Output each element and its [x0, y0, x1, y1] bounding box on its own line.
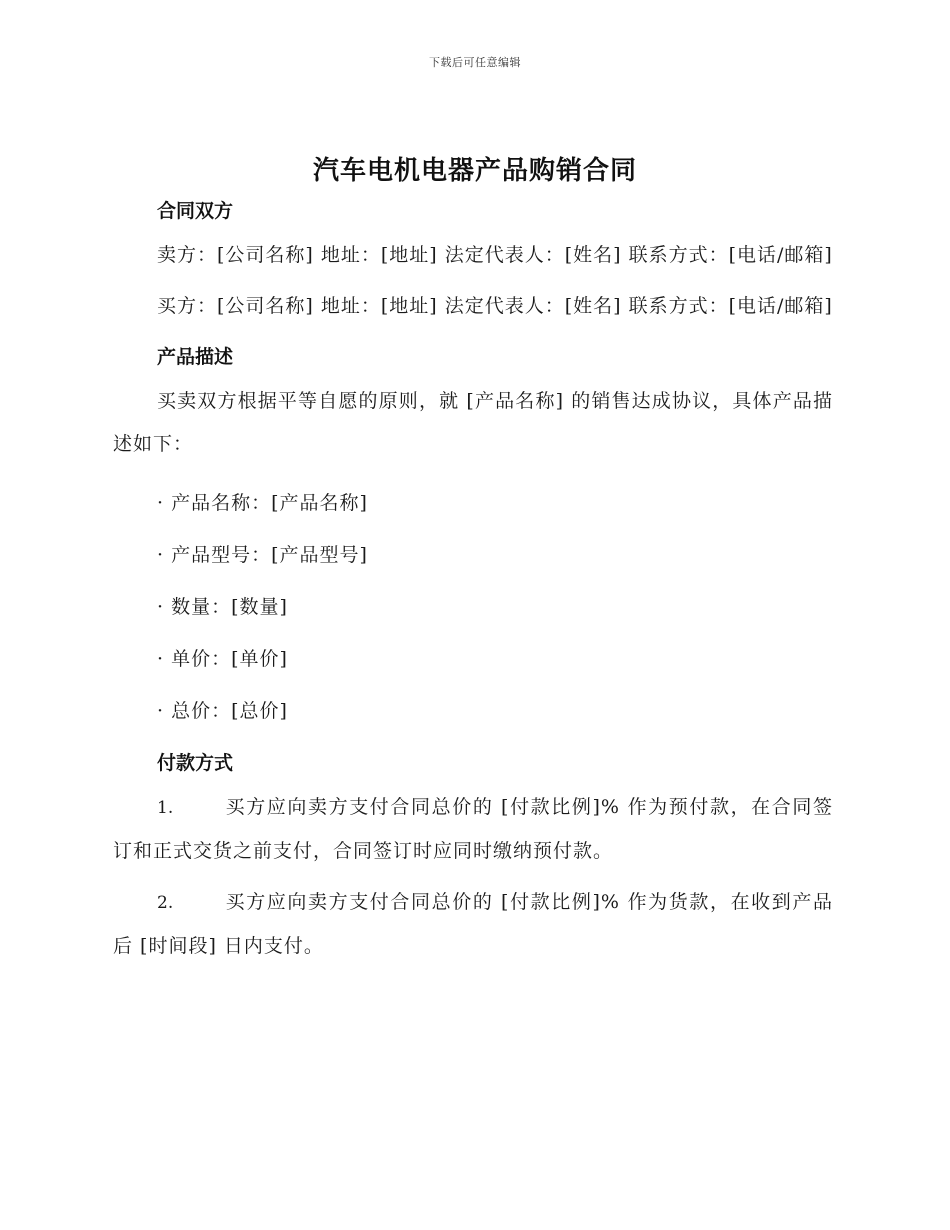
buyer-paragraph: 买方：[公司名称] 地址：[地址] 法定代表人：[姓名] 联系方式：[电话/邮箱]: [157, 295, 833, 317]
payment-item-1: [113, 786, 833, 873]
list-item-quantity: · 数量：[数量]: [157, 596, 288, 618]
product-intro-paragraph: 买卖双方根据平等自愿的原则，就 [产品名称] 的销售达成协议，具体产品描述如下：: [113, 390, 833, 455]
list-item-product-name: · 产品名称：[产品名称]: [157, 492, 368, 514]
payment-item-2-number: 2.: [157, 893, 174, 913]
section-heading-payment: 付款方式: [157, 752, 234, 774]
payment-item-1-number: 1.: [157, 798, 174, 818]
header-note: 下载后可任意编辑: [429, 56, 521, 69]
list-item-product-model: · 产品型号：[产品型号]: [157, 544, 368, 566]
payment-item-1-text: 买方应向卖方支付合同总价的 [付款比例]% 作为预付款，在合同签订和正式交货之前支付，合同签订时应同时缴纳预付款。: [113, 796, 833, 862]
section-heading-product: 产品描述: [157, 346, 234, 368]
document-body: [113, 196, 833, 968]
list-item-total-price: · 总价：[总价]: [157, 700, 288, 722]
list-item-unit-price: · 单价：[单价]: [157, 648, 288, 670]
seller-paragraph: 卖方：[公司名称] 地址：[地址] 法定代表人：[姓名] 联系方式：[电话/邮箱]: [157, 244, 833, 266]
section-heading-parties: 合同双方: [157, 200, 234, 222]
document-title: 汽车电机电器产品购销合同: [312, 156, 637, 186]
payment-item-2: [113, 881, 833, 968]
payment-item-2-text: 买方应向卖方支付合同总价的 [付款比例]% 作为货款，在收到产品后 [时间段] 日内支付。: [113, 891, 833, 957]
